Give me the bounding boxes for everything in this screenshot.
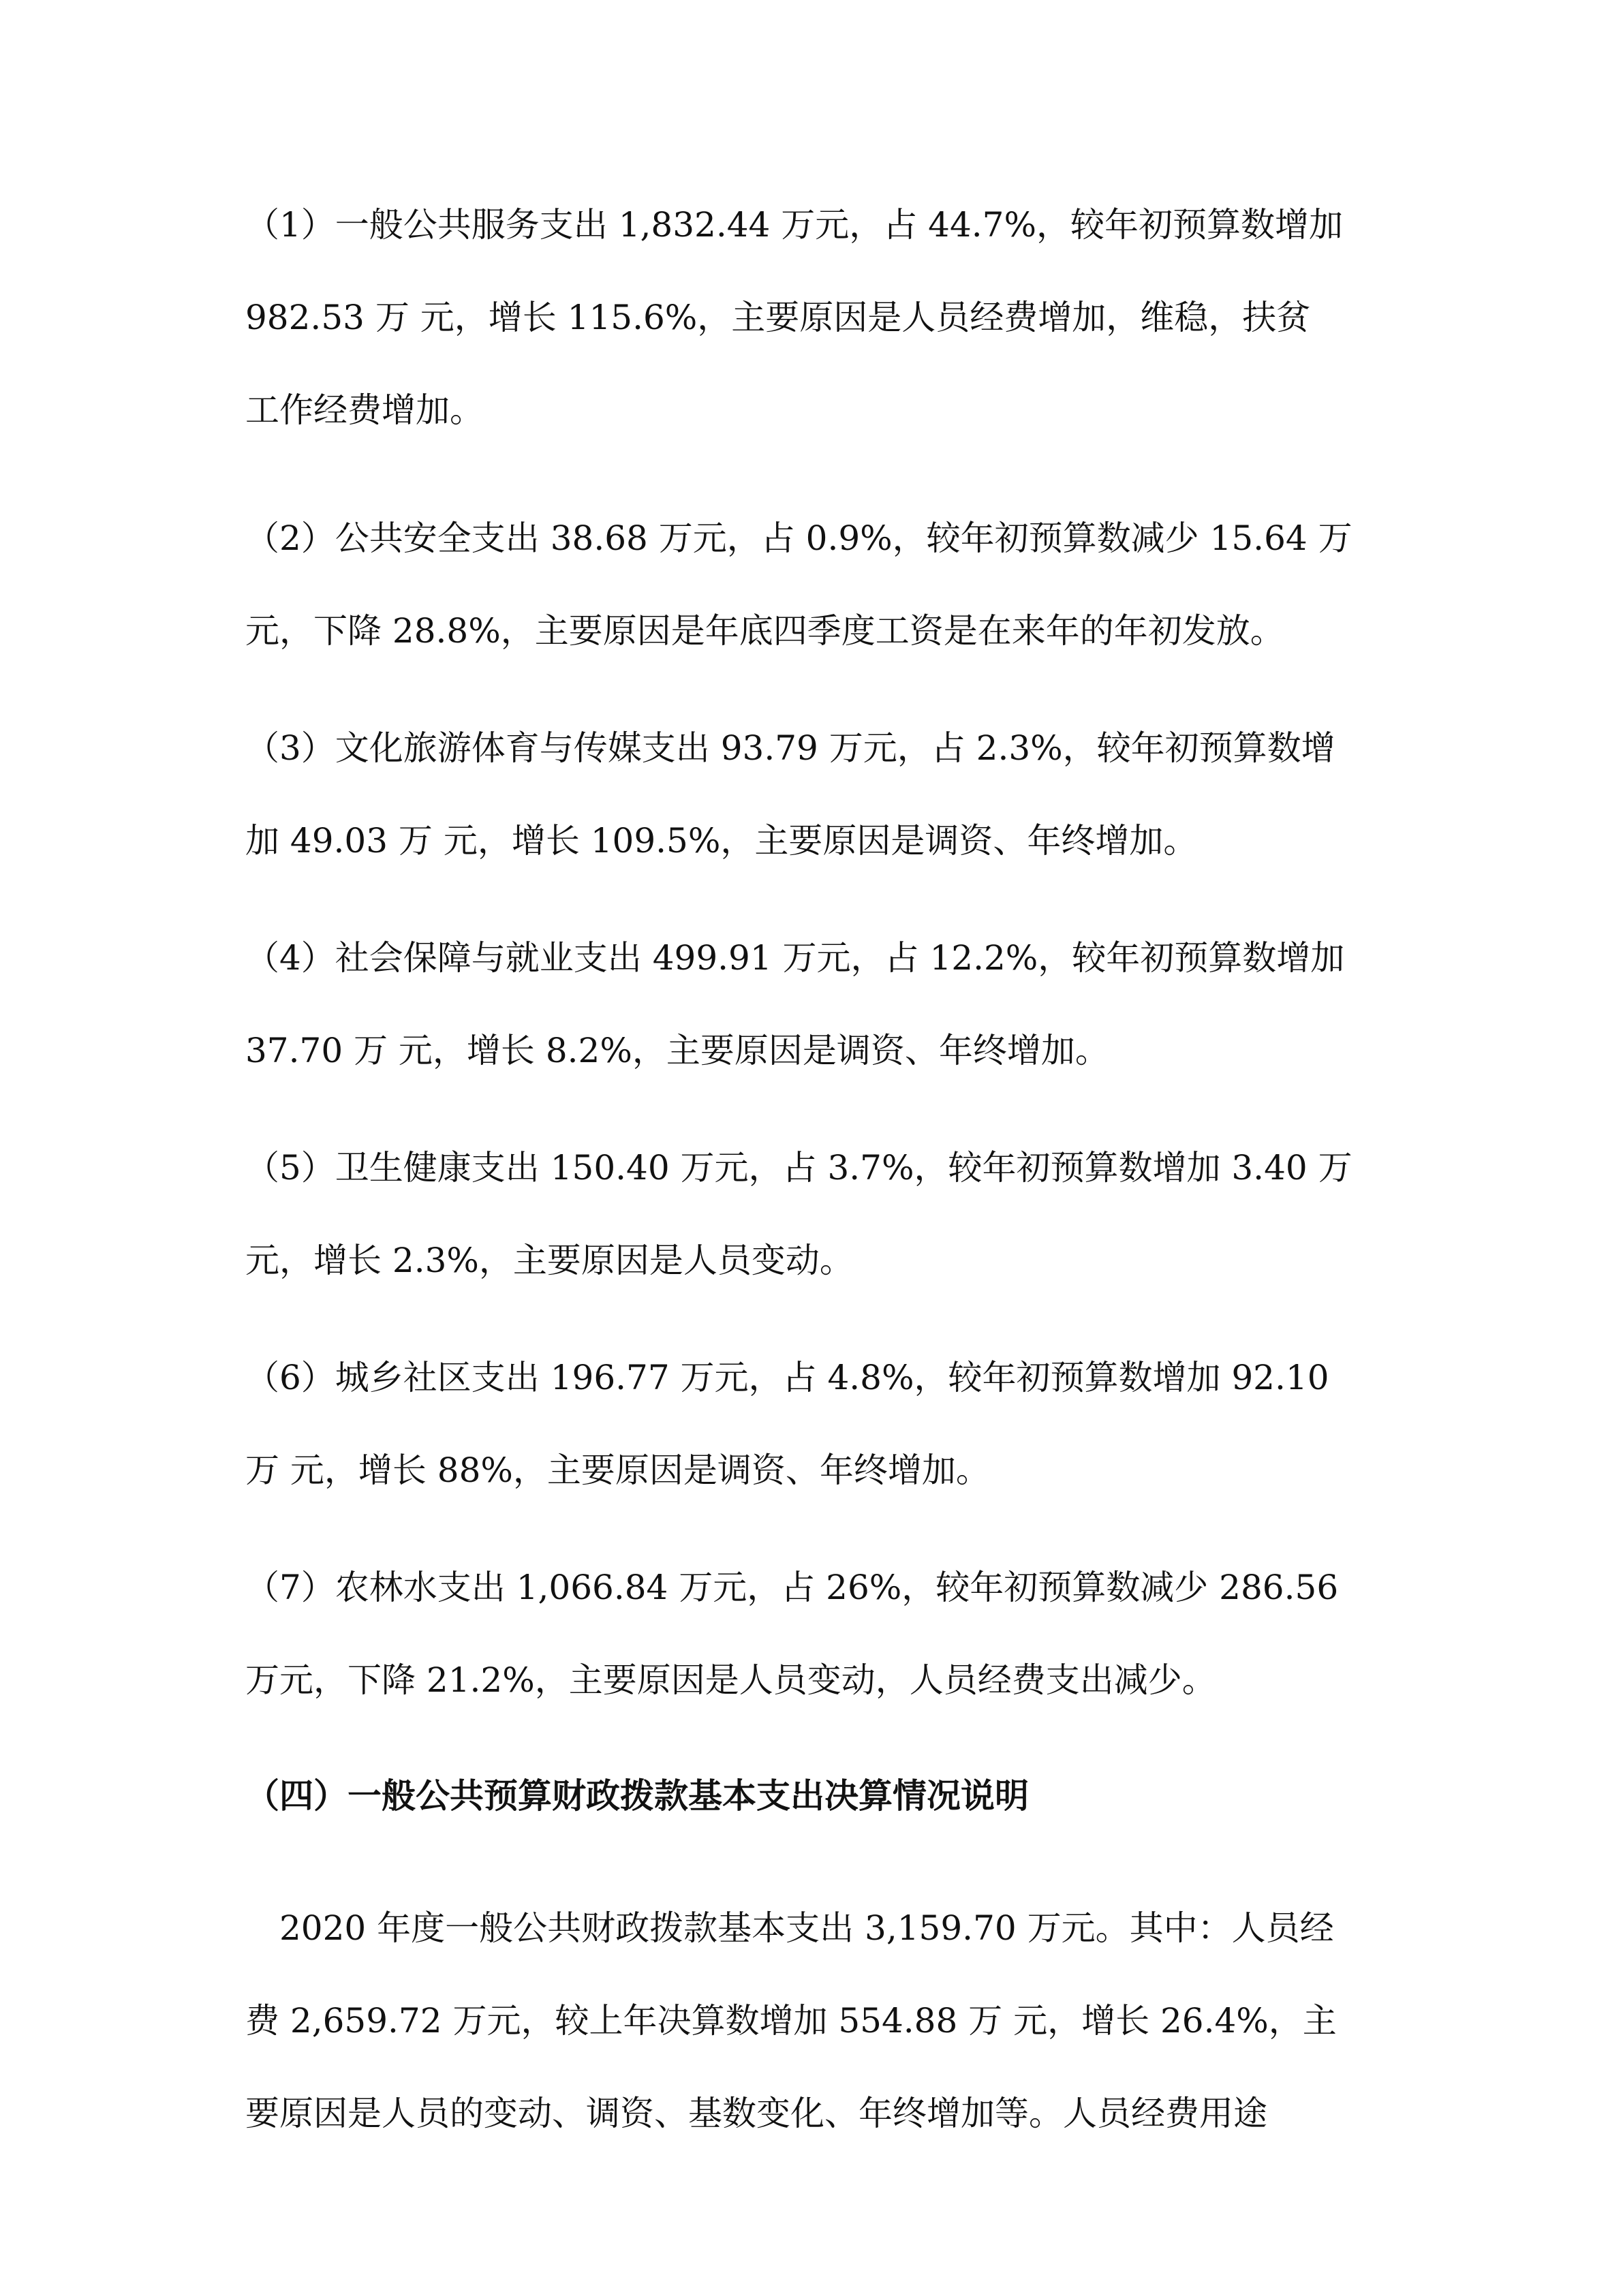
- paragraph-item-3: [245, 702, 1390, 887]
- paragraph-line: （2）公共安全支出 38.68 万元，占 0.9%，较年初预算数减少 15.64 万: [245, 518, 1352, 558]
- paragraph-line: （4）社会保障与就业支出 499.91 万元，占 12.2%，较年初预算数增加: [245, 938, 1345, 978]
- paragraph-line: 万 元，增长 88%，主要原因是调资、年终增加。: [245, 1450, 990, 1490]
- paragraph-line: 工作经费增加。: [245, 390, 484, 430]
- paragraph-line: 元，增长 2.3%，主要原因是人员变动。: [245, 1241, 854, 1280]
- paragraph-item-7: [245, 1541, 1390, 1726]
- paragraph-line: 2020 年度一般公共财政拨款基本支出 3,159.70 万元。其中：人员经: [279, 1908, 1334, 1948]
- paragraph-item-6: [245, 1331, 1390, 1517]
- paragraph-item-4: [245, 912, 1390, 1097]
- paragraph-line: 37.70 万 元，增长 8.2%，主要原因是调资、年终增加。: [245, 1031, 1109, 1070]
- paragraph-line: （7）农林水支出 1,066.84 万元，占 26%，较年初预算数减少 286.56: [245, 1568, 1339, 1607]
- paragraph-line: 万元，下降 21.2%，主要原因是人员变动，人员经费支出减少。: [245, 1660, 1216, 1700]
- summary-paragraph: [245, 1882, 1390, 2160]
- paragraph-line: （1）一般公共服务支出 1,832.44 万元，占 44.7%，较年初预算数增加: [245, 205, 1343, 245]
- paragraph-line: （3）文化旅游体育与传媒支出 93.79 万元，占 2.3%，较年初预算数增: [245, 728, 1335, 768]
- paragraph-line: 要原因是人员的变动、调资、基数变化、年终增加等。人员经费用途: [245, 2094, 1267, 2133]
- paragraph-item-2: [245, 492, 1390, 677]
- paragraph-line: （5）卫生健康支出 150.40 万元，占 3.7%，较年初预算数增加 3.40 万: [245, 1148, 1352, 1188]
- paragraph-line: （6）城乡社区支出 196.77 万元，占 4.8%，较年初预算数增加 92.10: [245, 1358, 1329, 1397]
- paragraph-line: 982.53 万 元，增长 115.6%，主要原因是人员经费增加，维稳，扶贫: [245, 298, 1311, 337]
- paragraph-line: 元，下降 28.8%，主要原因是年底四季度工资是在来年的年初发放。: [245, 611, 1284, 651]
- section-heading: （四）一般公共预算财政拨款基本支出决算情况说明: [245, 1776, 1029, 1816]
- paragraph-line: 费 2,659.72 万元，较上年决算数增加 554.88 万 元，增长 26.4%，主: [245, 2001, 1337, 2041]
- paragraph-item-5: [245, 1121, 1390, 1307]
- paragraph-line: 加 49.03 万 元，增长 109.5%，主要原因是调资、年终增加。: [245, 821, 1198, 860]
- paragraph-item-1: [245, 179, 1390, 456]
